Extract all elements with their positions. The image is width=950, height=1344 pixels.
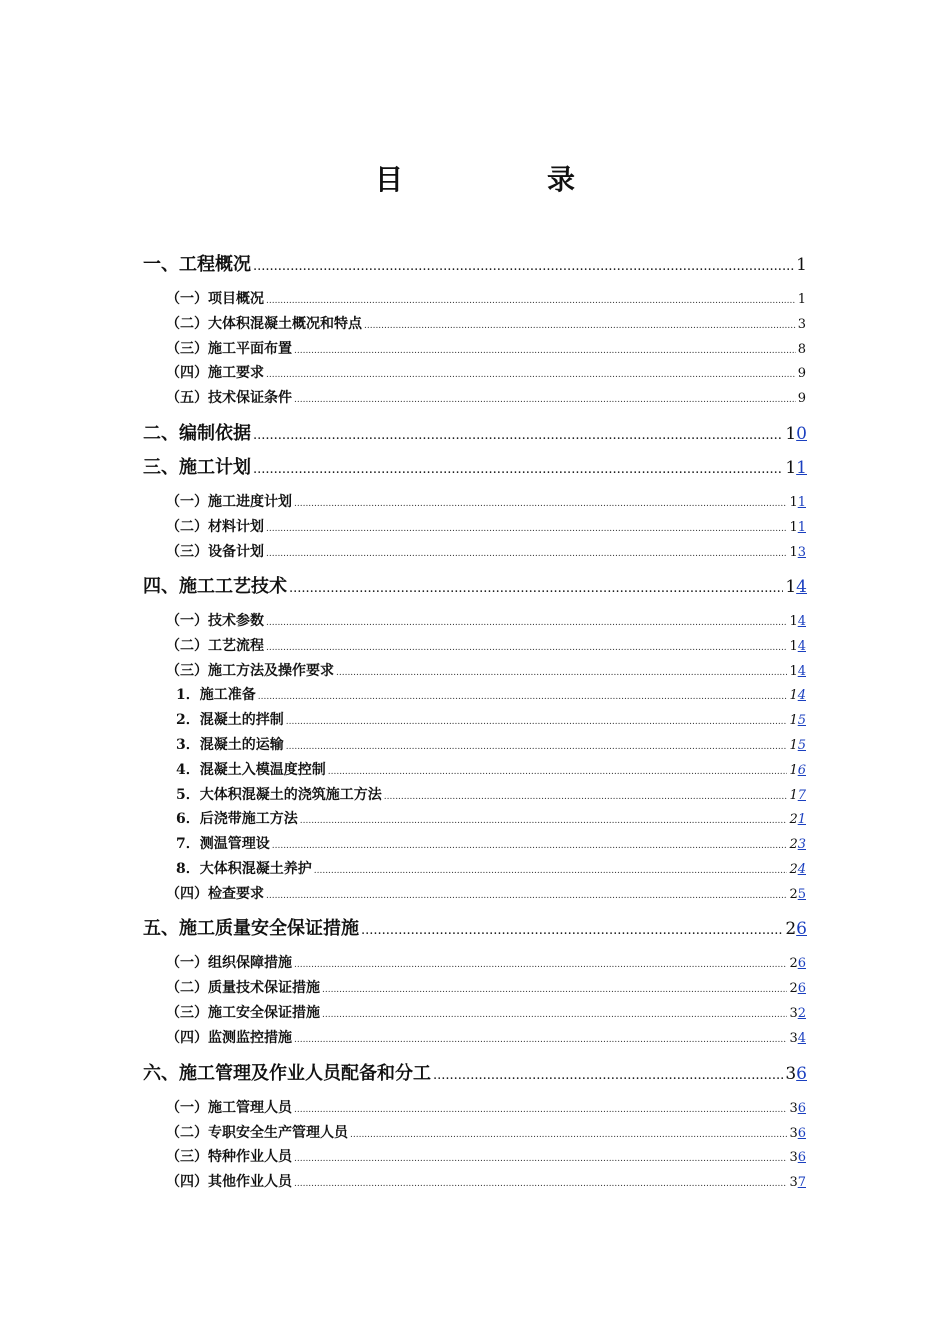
page-number-link[interactable]: 7 xyxy=(797,1175,806,1190)
toc-section-row[interactable] xyxy=(166,635,806,655)
page-number-link[interactable]: 6 xyxy=(797,1150,806,1165)
toc-section-row xyxy=(166,362,806,382)
page-number-link[interactable]: 6 xyxy=(796,919,807,939)
toc-page-number[interactable] xyxy=(789,495,806,510)
dot-leader xyxy=(294,960,787,970)
toc-title: 目 录 xyxy=(374,163,633,196)
dot-leader xyxy=(286,717,788,727)
toc-page-number[interactable] xyxy=(789,1175,806,1190)
toc-subsection-row[interactable] xyxy=(176,808,806,828)
page-number-link[interactable]: 4 xyxy=(796,577,807,597)
toc-page-number[interactable] xyxy=(789,520,806,535)
toc-section-row[interactable] xyxy=(166,952,806,972)
page-number-prefix: 3 xyxy=(789,1175,798,1190)
page-number-link[interactable]: 7 xyxy=(797,788,806,803)
page-number-prefix: 1 xyxy=(789,639,798,654)
page-number-prefix: 2 xyxy=(789,981,798,996)
toc-section-row[interactable] xyxy=(166,541,806,561)
toc-entry-label: 4．混凝土入模温度控制 xyxy=(176,762,326,778)
page-number-link[interactable]: 1 xyxy=(797,520,806,535)
page-number-prefix: 1 xyxy=(785,577,797,597)
toc-page-number[interactable] xyxy=(789,887,806,902)
dot-leader xyxy=(294,499,787,509)
toc-page-number[interactable] xyxy=(789,956,806,971)
toc-page-number[interactable] xyxy=(789,713,806,728)
dot-leader xyxy=(361,923,783,938)
dot-leader xyxy=(266,549,787,559)
toc-section-row[interactable] xyxy=(166,1002,806,1022)
page-number-link[interactable]: 6 xyxy=(797,956,806,971)
toc-entry-label: 8．大体积混凝土养护 xyxy=(176,861,312,877)
toc-subsection-row[interactable] xyxy=(176,833,806,853)
page-number-prefix: 9 xyxy=(797,366,806,381)
toc-entry-label: （二）工艺流程 xyxy=(166,638,264,654)
dot-leader xyxy=(364,321,796,331)
toc-section-row xyxy=(166,338,806,358)
toc-entry-label: （二）材料计划 xyxy=(166,519,264,535)
dot-leader xyxy=(433,1068,783,1083)
toc-section-row[interactable] xyxy=(166,1146,806,1166)
page-number-prefix: 1 xyxy=(789,738,798,753)
toc-entry-label: （一）施工进度计划 xyxy=(166,494,292,510)
page-number-link[interactable]: 3 xyxy=(797,545,806,560)
toc-chapter-row[interactable] xyxy=(143,453,807,479)
toc-page-number[interactable] xyxy=(785,1064,807,1084)
toc-entry-label: （四）其他作业人员 xyxy=(166,1174,292,1190)
dot-leader xyxy=(294,1154,787,1164)
toc-chapter-row[interactable] xyxy=(143,1059,807,1085)
toc-entry-label: （五）技术保证条件 xyxy=(166,390,292,406)
toc-page-number[interactable] xyxy=(789,688,806,703)
toc-page-number[interactable] xyxy=(789,763,806,778)
toc-page-number[interactable] xyxy=(789,812,806,827)
page-number-link[interactable]: 0 xyxy=(796,424,807,444)
toc-section-row xyxy=(166,288,806,308)
page-number-prefix: 1 xyxy=(789,495,798,510)
page-number-prefix: 3 xyxy=(789,1150,798,1165)
toc-entry-label: （四）检查要求 xyxy=(166,886,264,902)
page-number-link[interactable]: 2 xyxy=(797,1006,806,1021)
dot-leader xyxy=(294,395,796,405)
toc-chapter-row[interactable] xyxy=(143,572,807,598)
toc-section-row xyxy=(166,387,806,407)
dot-leader xyxy=(266,618,787,628)
page-number-link[interactable]: 6 xyxy=(796,1064,807,1084)
page-number-link[interactable]: 4 xyxy=(797,1031,806,1046)
page-number-prefix: 1 xyxy=(789,664,798,679)
toc-section-row[interactable] xyxy=(166,883,806,903)
toc-section-row[interactable] xyxy=(166,660,806,680)
toc-entry-label: 7．测温管理设 xyxy=(176,836,270,852)
toc-entry-label: （三）施工方法及操作要求 xyxy=(166,663,334,679)
toc-entry-label: （四）监测监控措施 xyxy=(166,1030,292,1046)
dot-leader xyxy=(294,1035,787,1045)
dot-leader xyxy=(253,259,794,274)
dot-leader xyxy=(253,428,783,443)
page-number-prefix: 1 xyxy=(789,545,798,560)
toc-page-number[interactable] xyxy=(785,577,807,597)
page-number-prefix: 1 xyxy=(789,763,798,778)
dot-leader xyxy=(294,1105,787,1115)
toc-entry-label: （一）项目概况 xyxy=(166,291,264,307)
toc-chapter-row xyxy=(143,250,807,276)
dot-leader xyxy=(314,866,788,876)
page-number-link[interactable]: 5 xyxy=(797,713,806,728)
dot-leader xyxy=(322,1010,787,1020)
toc-page-number[interactable] xyxy=(789,1150,806,1165)
toc-section-row[interactable] xyxy=(166,977,806,997)
toc-page-number[interactable] xyxy=(785,919,807,939)
toc-subsection-row[interactable] xyxy=(176,684,806,704)
page-number-prefix: 2 xyxy=(789,837,798,852)
dot-leader xyxy=(266,891,787,901)
page-number-link[interactable]: 1 xyxy=(797,812,806,827)
dot-leader xyxy=(253,462,783,477)
dot-leader xyxy=(266,296,796,306)
toc-page-number xyxy=(798,366,806,381)
page-number-link[interactable]: 6 xyxy=(797,763,806,778)
toc-entry-label: 3．混凝土的运输 xyxy=(176,737,284,753)
toc-section-row[interactable] xyxy=(166,1027,806,1047)
page-number-link: 1 xyxy=(796,255,807,275)
page-number-prefix: 3 xyxy=(797,317,806,332)
page-number-prefix: 3 xyxy=(789,1006,798,1021)
toc-entry-label: （一）组织保障措施 xyxy=(166,955,292,971)
dot-leader xyxy=(289,581,783,596)
page-number-prefix: 3 xyxy=(789,1126,798,1141)
toc-entry-label: （二）大体积混凝土概况和特点 xyxy=(166,316,362,332)
toc-page-number[interactable] xyxy=(789,862,806,877)
toc-page-number[interactable] xyxy=(785,424,807,444)
toc-page-number[interactable] xyxy=(789,837,806,852)
page-number-prefix: 1 xyxy=(785,458,797,478)
toc-page-number[interactable] xyxy=(785,458,807,478)
dot-leader xyxy=(266,643,787,653)
page-number-prefix: 1 xyxy=(797,292,806,307)
toc-section-row[interactable] xyxy=(166,1171,806,1191)
toc-entry-label: （一）技术参数 xyxy=(166,613,264,629)
toc-page-number[interactable] xyxy=(789,981,806,996)
toc-section-row xyxy=(166,313,806,333)
dot-leader xyxy=(266,370,796,380)
page-number-prefix: 1 xyxy=(789,788,798,803)
toc-page-number xyxy=(798,342,806,357)
page-number-link[interactable]: 4 xyxy=(797,614,806,629)
toc-section-row[interactable] xyxy=(166,516,806,536)
toc-entry-label: 四、施工工艺技术 xyxy=(143,576,287,597)
toc-subsection-row[interactable] xyxy=(176,858,806,878)
page-number-prefix: 2 xyxy=(789,887,798,902)
toc-page-number[interactable] xyxy=(789,788,806,803)
dot-leader xyxy=(272,841,788,851)
page-number-prefix: 1 xyxy=(789,713,798,728)
toc-subsection-row[interactable] xyxy=(176,709,806,729)
page-number-link[interactable]: 6 xyxy=(797,1101,806,1116)
page-number-link[interactable]: 4 xyxy=(797,664,806,679)
toc-entry-label: （四）施工要求 xyxy=(166,365,264,381)
toc-entry-label: 二、编制依据 xyxy=(143,423,251,444)
toc-page-number[interactable] xyxy=(789,1101,806,1116)
toc-entry-label: （三）特种作业人员 xyxy=(166,1149,292,1165)
toc-subsection-row[interactable] xyxy=(176,759,806,779)
page-number-prefix: 2 xyxy=(789,956,798,971)
page-number-prefix: 1 xyxy=(785,424,797,444)
toc-entry-label: 6．后浇带施工方法 xyxy=(176,811,298,827)
page-number-prefix: 2 xyxy=(789,862,798,877)
toc-page-number[interactable] xyxy=(789,664,806,679)
toc-entry-label: 六、施工管理及作业人员配备和分工 xyxy=(143,1063,431,1084)
dot-leader xyxy=(300,816,788,826)
page-number-link[interactable]: 3 xyxy=(797,837,806,852)
toc-entry-label: 5．大体积混凝土的浇筑施工方法 xyxy=(176,787,382,803)
page-number-prefix: 1 xyxy=(789,688,798,703)
page-number-link[interactable]: 4 xyxy=(797,688,806,703)
toc-section-row[interactable] xyxy=(166,1097,806,1117)
page-number-link[interactable]: 5 xyxy=(797,738,806,753)
page-number-prefix: 3 xyxy=(789,1031,798,1046)
toc-page-number[interactable] xyxy=(789,1006,806,1021)
page-number-link[interactable]: 4 xyxy=(797,639,806,654)
toc-entry-label: （三）施工平面布置 xyxy=(166,341,292,357)
toc-page-number[interactable] xyxy=(789,545,806,560)
dot-leader xyxy=(258,692,788,702)
toc-entry-label: 1．施工准备 xyxy=(176,687,256,703)
toc-subsection-row[interactable] xyxy=(176,734,806,754)
toc-page-number xyxy=(798,317,806,332)
dot-leader xyxy=(294,1179,787,1189)
toc-entry-label: （二）专职安全生产管理人员 xyxy=(166,1125,348,1141)
toc-page-number[interactable] xyxy=(789,1126,806,1141)
toc-section-row[interactable] xyxy=(166,1122,806,1142)
toc-page-number[interactable] xyxy=(789,738,806,753)
dot-leader xyxy=(322,985,787,995)
dot-leader xyxy=(328,767,788,777)
toc-subsection-row[interactable] xyxy=(176,784,806,804)
page-number-link[interactable]: 1 xyxy=(797,495,806,510)
toc-page-number xyxy=(796,255,807,275)
page-number-prefix: 2 xyxy=(789,812,798,827)
page-number-prefix: 2 xyxy=(785,919,797,939)
page-number-link[interactable]: 1 xyxy=(796,458,807,478)
page-number-prefix: 3 xyxy=(785,1064,797,1084)
page-number-link[interactable]: 4 xyxy=(797,862,806,877)
toc-entry-label: 五、施工质量安全保证措施 xyxy=(143,918,359,939)
toc-chapter-row[interactable] xyxy=(143,419,807,445)
toc-entry-label: （二）质量技术保证措施 xyxy=(166,980,320,996)
page-number-prefix: 1 xyxy=(789,614,798,629)
dot-leader xyxy=(350,1130,787,1140)
page-number-prefix: 1 xyxy=(789,520,798,535)
dot-leader xyxy=(336,668,787,678)
toc-entry-label: （三）施工安全保证措施 xyxy=(166,1005,320,1021)
dot-leader xyxy=(286,742,788,752)
toc-section-row[interactable] xyxy=(166,491,806,511)
dot-leader xyxy=(294,346,796,356)
page-number-link[interactable]: 6 xyxy=(797,981,806,996)
page-number-prefix: 9 xyxy=(797,391,806,406)
toc-page-number[interactable] xyxy=(789,614,806,629)
page-number-prefix: 3 xyxy=(789,1101,798,1116)
toc-page-number[interactable] xyxy=(789,639,806,654)
toc-entry-label: （一）施工管理人员 xyxy=(166,1100,292,1116)
dot-leader xyxy=(266,524,787,534)
dot-leader xyxy=(384,792,788,802)
toc-page-number xyxy=(798,391,806,406)
toc-section-row[interactable] xyxy=(166,610,806,630)
toc-chapter-row[interactable] xyxy=(143,914,807,940)
toc-entry-label: 2．混凝土的拌制 xyxy=(176,712,284,728)
toc-entry-label: 三、施工计划 xyxy=(143,457,251,478)
page-number-prefix: 8 xyxy=(797,342,806,357)
toc-entry-label: 一、工程概况 xyxy=(143,254,251,275)
toc-page-number xyxy=(798,292,806,307)
page-number-link[interactable]: 5 xyxy=(797,887,806,902)
toc-page-number[interactable] xyxy=(789,1031,806,1046)
toc-entry-label: （三）设备计划 xyxy=(166,544,264,560)
page-number-link[interactable]: 6 xyxy=(797,1126,806,1141)
